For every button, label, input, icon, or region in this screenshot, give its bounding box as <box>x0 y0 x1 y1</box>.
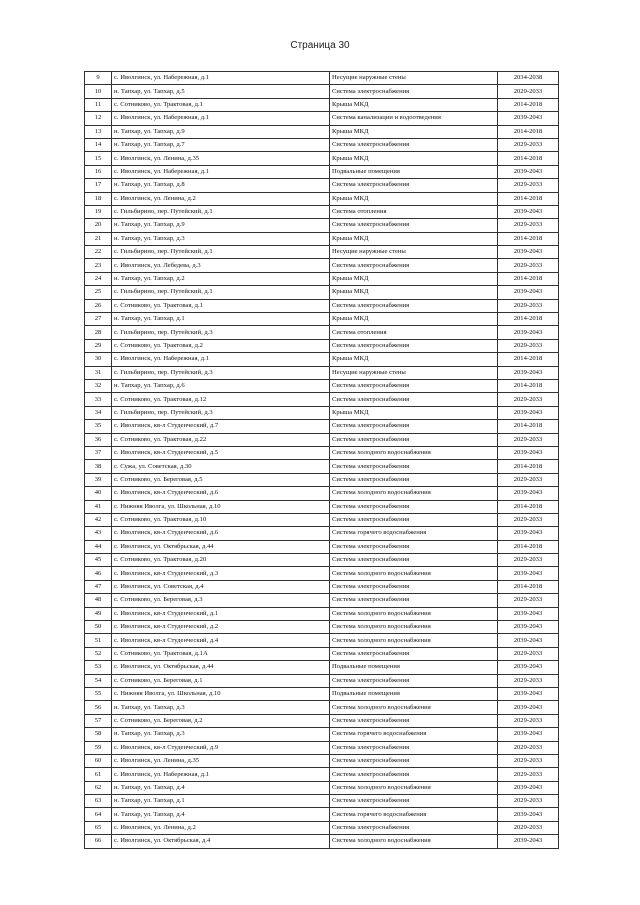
address-cell: с. Иволгинск, кв-л Студенческий, д.1 <box>112 607 330 620</box>
table-row <box>85 567 559 580</box>
period-cell: 2014-2018 <box>498 125 559 138</box>
period-cell: 2029-2033 <box>498 219 559 232</box>
work-type-cell: Система электроснабжения <box>330 433 498 446</box>
work-type-cell: Крыша МКД <box>330 192 498 205</box>
row-number-cell: 24 <box>85 272 112 285</box>
work-type-cell: Система электроснабжения <box>330 85 498 98</box>
table-row <box>85 661 559 674</box>
period-cell: 2039-2043 <box>498 808 559 821</box>
period-cell: 2029-2033 <box>498 795 559 808</box>
period-cell: 2014-2018 <box>498 540 559 553</box>
row-number-cell: 27 <box>85 313 112 326</box>
table-row <box>85 138 559 151</box>
row-number-cell: 20 <box>85 219 112 232</box>
address-cell: с. Гильбирино, пер. Путейский, д.3 <box>112 326 330 339</box>
work-type-cell: Крыша МКД <box>330 313 498 326</box>
period-cell: 2029-2033 <box>498 554 559 567</box>
work-type-cell: Подвальные помещения <box>330 687 498 700</box>
work-type-cell: Система электроснабжения <box>330 138 498 151</box>
period-cell: 2039-2043 <box>498 567 559 580</box>
address-cell: с. Сотниково, ул. Береговая, д.5 <box>112 473 330 486</box>
work-type-cell: Система канализации и водоотведения <box>330 112 498 125</box>
table-row <box>85 594 559 607</box>
table-row <box>85 527 559 540</box>
period-cell: 2039-2043 <box>498 701 559 714</box>
address-cell: с. Иволгинск, ул. Октябрьская, д.44 <box>112 661 330 674</box>
work-type-cell: Система электроснабжения <box>330 768 498 781</box>
work-type-cell: Система холодного водоснабжения <box>330 446 498 459</box>
work-type-cell: Система электроснабжения <box>330 259 498 272</box>
period-cell: 2039-2043 <box>498 527 559 540</box>
row-number-cell: 60 <box>85 754 112 767</box>
row-number-cell: 42 <box>85 513 112 526</box>
table-row <box>85 286 559 299</box>
table-row <box>85 165 559 178</box>
period-cell: 2029-2033 <box>498 259 559 272</box>
row-number-cell: 9 <box>85 72 112 85</box>
period-cell: 2014-2018 <box>498 98 559 111</box>
period-cell: 2039-2043 <box>498 446 559 459</box>
work-type-cell: Крыша МКД <box>330 125 498 138</box>
table-row <box>85 540 559 553</box>
period-cell: 2029-2033 <box>498 754 559 767</box>
table-row <box>85 473 559 486</box>
address-cell: с. Иволгинск, ул. Ленина, д.2 <box>112 192 330 205</box>
work-type-cell: Система холодного водоснабжения <box>330 607 498 620</box>
address-cell: с. Сотниково, ул. Трактовая, д.22 <box>112 433 330 446</box>
table-row <box>85 299 559 312</box>
period-cell: 2014-2018 <box>498 313 559 326</box>
work-type-cell: Система холодного водоснабжения <box>330 487 498 500</box>
period-cell: 2029-2033 <box>498 674 559 687</box>
table-row <box>85 835 559 848</box>
address-cell: н. Тапхар, ул. Тапхар, д.3 <box>112 701 330 714</box>
work-type-cell: Система электроснабжения <box>330 379 498 392</box>
work-type-cell: Система электроснабжения <box>330 179 498 192</box>
work-type-cell: Система электроснабжения <box>330 420 498 433</box>
work-type-cell: Система электроснабжения <box>330 393 498 406</box>
table-row <box>85 754 559 767</box>
address-cell: с. Сотниково, ул. Трактовая, д.2 <box>112 339 330 352</box>
address-cell: с. Иволгинск, кв-л Студенческий, д.2 <box>112 621 330 634</box>
row-number-cell: 48 <box>85 594 112 607</box>
period-cell: 2039-2043 <box>498 835 559 848</box>
address-cell: н. Тапхар, ул. Тапхар, д.1 <box>112 795 330 808</box>
work-type-cell: Система электроснабжения <box>330 219 498 232</box>
table-row <box>85 701 559 714</box>
address-cell: с. Гильбирино, пер. Путейский, д.1 <box>112 246 330 259</box>
row-number-cell: 51 <box>85 634 112 647</box>
address-cell: с. Сотниково, ул. Трактовая, д.12 <box>112 393 330 406</box>
table-row <box>85 125 559 138</box>
address-cell: с. Гильбирино, пер. Путейский, д.3 <box>112 366 330 379</box>
row-number-cell: 40 <box>85 487 112 500</box>
table-row <box>85 179 559 192</box>
work-type-cell: Система холодного водоснабжения <box>330 781 498 794</box>
row-number-cell: 35 <box>85 420 112 433</box>
address-cell: н. Тапхар, ул. Тапхар, д.5 <box>112 85 330 98</box>
work-type-cell: Система электроснабжения <box>330 647 498 660</box>
work-type-cell: Крыша МКД <box>330 272 498 285</box>
address-cell: с. Иволгинск, кв-л Студенческий, д.9 <box>112 741 330 754</box>
row-number-cell: 55 <box>85 687 112 700</box>
address-cell: с. Иволгинск, ул. Набережная, д.1 <box>112 72 330 85</box>
period-cell: 2014-2018 <box>498 232 559 245</box>
period-cell: 2029-2033 <box>498 594 559 607</box>
row-number-cell: 34 <box>85 406 112 419</box>
address-cell: с. Иволгинск, ул. Набережная, д.1 <box>112 165 330 178</box>
table-row <box>85 339 559 352</box>
work-type-cell: Система электроснабжения <box>330 554 498 567</box>
table-row <box>85 741 559 754</box>
period-cell: 2029-2033 <box>498 299 559 312</box>
table-row <box>85 768 559 781</box>
period-cell: 2029-2033 <box>498 179 559 192</box>
work-type-cell: Система электроснабжения <box>330 821 498 834</box>
period-cell: 2029-2033 <box>498 138 559 151</box>
work-type-cell: Крыша МКД <box>330 353 498 366</box>
table-row <box>85 821 559 834</box>
row-number-cell: 22 <box>85 246 112 259</box>
row-number-cell: 28 <box>85 326 112 339</box>
table-row <box>85 647 559 660</box>
row-number-cell: 26 <box>85 299 112 312</box>
period-cell: 2029-2033 <box>498 714 559 727</box>
table-row <box>85 446 559 459</box>
row-number-cell: 38 <box>85 460 112 473</box>
work-type-cell: Система электроснабжения <box>330 580 498 593</box>
work-type-cell: Система электроснабжения <box>330 674 498 687</box>
period-cell: 2029-2033 <box>498 473 559 486</box>
table-row <box>85 728 559 741</box>
work-type-cell: Система электроснабжения <box>330 513 498 526</box>
address-cell: с. Сотниково, ул. Трактовая, д.1А <box>112 647 330 660</box>
work-type-cell: Крыша МКД <box>330 98 498 111</box>
work-type-cell: Система холодного водоснабжения <box>330 567 498 580</box>
address-cell: с. Иволгинск, кв-л Студенческий, д.4 <box>112 634 330 647</box>
address-cell: с. Сотниково, ул. Трактовая, д.10 <box>112 513 330 526</box>
period-cell: 2014-2018 <box>498 272 559 285</box>
period-cell: 2029-2033 <box>498 433 559 446</box>
address-cell: с. Иволгинск, ул. Лебедева, д.3 <box>112 259 330 272</box>
period-cell: 2039-2043 <box>498 781 559 794</box>
table-row <box>85 393 559 406</box>
work-type-cell: Система электроснабжения <box>330 540 498 553</box>
row-number-cell: 13 <box>85 125 112 138</box>
row-number-cell: 19 <box>85 205 112 218</box>
period-cell: 2014-2018 <box>498 420 559 433</box>
row-number-cell: 21 <box>85 232 112 245</box>
row-number-cell: 29 <box>85 339 112 352</box>
period-cell: 2029-2033 <box>498 647 559 660</box>
period-cell: 2014-2018 <box>498 152 559 165</box>
table-row <box>85 607 559 620</box>
address-cell: н. Тапхар, ул. Тапхар, д.3 <box>112 728 330 741</box>
row-number-cell: 54 <box>85 674 112 687</box>
work-type-cell: Система горячего водоснабжения <box>330 527 498 540</box>
address-cell: н. Тапхар, ул. Тапхар, д.7 <box>112 138 330 151</box>
table-row <box>85 808 559 821</box>
address-cell: с. Сотниково, ул. Трактовая, д.1 <box>112 299 330 312</box>
row-number-cell: 41 <box>85 500 112 513</box>
row-number-cell: 36 <box>85 433 112 446</box>
table-row <box>85 460 559 473</box>
table-row <box>85 152 559 165</box>
period-cell: 2029-2033 <box>498 741 559 754</box>
row-number-cell: 66 <box>85 835 112 848</box>
table-row <box>85 634 559 647</box>
period-cell: 2014-2018 <box>498 353 559 366</box>
table-row <box>85 112 559 125</box>
address-cell: с. Иволгинск, кв-л Студенческий, д.3 <box>112 567 330 580</box>
table-row <box>85 219 559 232</box>
table-row <box>85 379 559 392</box>
address-cell: с. Иволгинск, ул. Ленина, д.35 <box>112 152 330 165</box>
period-cell: 2014-2018 <box>498 460 559 473</box>
table-row <box>85 85 559 98</box>
work-type-cell: Система электроснабжения <box>330 795 498 808</box>
period-cell: 2029-2033 <box>498 821 559 834</box>
period-cell: 2039-2043 <box>498 366 559 379</box>
row-number-cell: 47 <box>85 580 112 593</box>
row-number-cell: 10 <box>85 85 112 98</box>
address-cell: с. Сотниково, ул. Береговая, д.2 <box>112 714 330 727</box>
table-row <box>85 487 559 500</box>
period-cell: 2029-2033 <box>498 513 559 526</box>
work-type-cell: Система отопления <box>330 326 498 339</box>
row-number-cell: 39 <box>85 473 112 486</box>
row-number-cell: 12 <box>85 112 112 125</box>
table-row <box>85 366 559 379</box>
address-cell: н. Тапхар, ул. Тапхар, д.1 <box>112 313 330 326</box>
period-cell: 2039-2043 <box>498 634 559 647</box>
address-cell: н. Тапхар, ул. Тапхар, д.4 <box>112 808 330 821</box>
table-row <box>85 554 559 567</box>
work-type-cell: Система электроснабжения <box>330 473 498 486</box>
work-type-cell: Система электроснабжения <box>330 500 498 513</box>
row-number-cell: 64 <box>85 808 112 821</box>
period-cell: 2014-2018 <box>498 580 559 593</box>
work-type-cell: Система холодного водоснабжения <box>330 835 498 848</box>
table-row <box>85 500 559 513</box>
table-row <box>85 272 559 285</box>
work-type-cell: Система холодного водоснабжения <box>330 634 498 647</box>
period-cell: 2039-2043 <box>498 165 559 178</box>
address-cell: с. Иволгинск, ул. Набережная, д.1 <box>112 353 330 366</box>
address-cell: н. Тапхар, ул. Тапхар, д.2 <box>112 272 330 285</box>
period-cell: 2029-2033 <box>498 393 559 406</box>
address-cell: с. Сужа, ул. Советская, д.30 <box>112 460 330 473</box>
address-cell: н. Тапхар, ул. Тапхар, д.8 <box>112 179 330 192</box>
row-number-cell: 50 <box>85 621 112 634</box>
address-cell: н. Тапхар, ул. Тапхар, д.9 <box>112 125 330 138</box>
table-row <box>85 513 559 526</box>
address-cell: с. Сотниково, ул. Трактовая, д.20 <box>112 554 330 567</box>
work-type-cell: Крыша МКД <box>330 286 498 299</box>
table-row <box>85 232 559 245</box>
row-number-cell: 46 <box>85 567 112 580</box>
period-cell: 2014-2018 <box>498 192 559 205</box>
period-cell: 2034-2038 <box>498 72 559 85</box>
work-type-cell: Система электроснабжения <box>330 741 498 754</box>
period-cell: 2014-2018 <box>498 379 559 392</box>
row-number-cell: 63 <box>85 795 112 808</box>
period-cell: 2039-2043 <box>498 326 559 339</box>
table-row <box>85 433 559 446</box>
period-cell: 2039-2043 <box>498 112 559 125</box>
address-cell: с. Иволгинск, кв-л Студенческий, д.7 <box>112 420 330 433</box>
address-cell: с. Иволгинск, кв-л Студенческий, д.6 <box>112 527 330 540</box>
table-row <box>85 246 559 259</box>
table-row <box>85 580 559 593</box>
period-cell: 2029-2033 <box>498 85 559 98</box>
period-cell: 2029-2033 <box>498 339 559 352</box>
row-number-cell: 45 <box>85 554 112 567</box>
address-cell: с. Гильбирино, пер. Путейский, д.3 <box>112 406 330 419</box>
table-row <box>85 795 559 808</box>
register-table-body <box>85 72 559 849</box>
address-cell: с. Иволгинск, ул. Октябрьская, д.44 <box>112 540 330 553</box>
row-number-cell: 61 <box>85 768 112 781</box>
address-cell: с. Нижняя Иволга, ул. Школьная, д.10 <box>112 500 330 513</box>
table-row <box>85 406 559 419</box>
row-number-cell: 23 <box>85 259 112 272</box>
period-cell: 2039-2043 <box>498 487 559 500</box>
row-number-cell: 62 <box>85 781 112 794</box>
work-type-cell: Крыша МКД <box>330 232 498 245</box>
work-type-cell: Система отопления <box>330 205 498 218</box>
address-cell: с. Сотниково, ул. Береговая, д.3 <box>112 594 330 607</box>
row-number-cell: 33 <box>85 393 112 406</box>
period-cell: 2039-2043 <box>498 728 559 741</box>
row-number-cell: 30 <box>85 353 112 366</box>
table-row <box>85 687 559 700</box>
table-row <box>85 205 559 218</box>
row-number-cell: 53 <box>85 661 112 674</box>
work-type-cell: Несущие наружные стены <box>330 366 498 379</box>
work-type-cell: Система холодного водоснабжения <box>330 621 498 634</box>
work-type-cell: Система электроснабжения <box>330 339 498 352</box>
period-cell: 2039-2043 <box>498 246 559 259</box>
row-number-cell: 65 <box>85 821 112 834</box>
address-cell: с. Нижняя Иволга, ул. Школьная, д.10 <box>112 687 330 700</box>
register-table <box>84 71 559 849</box>
address-cell: с. Сотниково, ул. Береговая, д.1 <box>112 674 330 687</box>
address-cell: н. Тапхар, ул. Тапхар, д.6 <box>112 379 330 392</box>
row-number-cell: 31 <box>85 366 112 379</box>
period-cell: 2014-2018 <box>498 500 559 513</box>
address-cell: с. Иволгинск, ул. Набережная, д.1 <box>112 112 330 125</box>
period-cell: 2029-2033 <box>498 768 559 781</box>
work-type-cell: Подвальные помещения <box>330 661 498 674</box>
table-row <box>85 420 559 433</box>
row-number-cell: 43 <box>85 527 112 540</box>
row-number-cell: 15 <box>85 152 112 165</box>
table-row <box>85 714 559 727</box>
work-type-cell: Система электроснабжения <box>330 754 498 767</box>
row-number-cell: 16 <box>85 165 112 178</box>
work-type-cell: Подвальные помещения <box>330 165 498 178</box>
address-cell: н. Тапхар, ул. Тапхар, д.9 <box>112 219 330 232</box>
row-number-cell: 37 <box>85 446 112 459</box>
address-cell: с. Иволгинск, ул. Ленина, д.35 <box>112 754 330 767</box>
address-cell: с. Иволгинск, ул. Ленина, д.2 <box>112 821 330 834</box>
row-number-cell: 25 <box>85 286 112 299</box>
address-cell: с. Иволгинск, ул. Октябрьская, д.4 <box>112 835 330 848</box>
work-type-cell: Система холодного водоснабжения <box>330 701 498 714</box>
address-cell: с. Иволгинск, кв-л Студенческий, д.6 <box>112 487 330 500</box>
row-number-cell: 11 <box>85 98 112 111</box>
address-cell: с. Иволгинск, кв-л Студенческий, д.5 <box>112 446 330 459</box>
address-cell: с. Сотниково, ул. Трактовая, д.1 <box>112 98 330 111</box>
row-number-cell: 56 <box>85 701 112 714</box>
period-cell: 2039-2043 <box>498 661 559 674</box>
work-type-cell: Крыша МКД <box>330 406 498 419</box>
row-number-cell: 14 <box>85 138 112 151</box>
page-header: Страница 30 <box>290 40 350 51</box>
period-cell: 2039-2043 <box>498 286 559 299</box>
work-type-cell: Система электроснабжения <box>330 714 498 727</box>
work-type-cell: Несущие наружные стены <box>330 246 498 259</box>
period-cell: 2039-2043 <box>498 406 559 419</box>
table-row <box>85 192 559 205</box>
row-number-cell: 44 <box>85 540 112 553</box>
table-row <box>85 353 559 366</box>
row-number-cell: 59 <box>85 741 112 754</box>
address-cell: н. Тапхар, ул. Тапхар, д.3 <box>112 232 330 245</box>
work-type-cell: Система электроснабжения <box>330 594 498 607</box>
row-number-cell: 57 <box>85 714 112 727</box>
table-row <box>85 781 559 794</box>
row-number-cell: 17 <box>85 179 112 192</box>
work-type-cell: Несущие наружные стены <box>330 72 498 85</box>
work-type-cell: Крыша МКД <box>330 152 498 165</box>
work-type-cell: Система горячего водоснабжения <box>330 728 498 741</box>
work-type-cell: Система горячего водоснабжения <box>330 808 498 821</box>
work-type-cell: Система электроснабжения <box>330 299 498 312</box>
table-row <box>85 98 559 111</box>
address-cell: с. Иволгинск, ул. Набережная, д.1 <box>112 768 330 781</box>
table-row <box>85 72 559 85</box>
table-row <box>85 313 559 326</box>
table-row <box>85 326 559 339</box>
work-type-cell: Система электроснабжения <box>330 460 498 473</box>
address-cell: н. Тапхар, ул. Тапхар, д.4 <box>112 781 330 794</box>
period-cell: 2039-2043 <box>498 205 559 218</box>
row-number-cell: 32 <box>85 379 112 392</box>
table-row <box>85 621 559 634</box>
period-cell: 2039-2043 <box>498 607 559 620</box>
address-cell: с. Гильбирино, пер. Путейский, д.1 <box>112 205 330 218</box>
table-row <box>85 259 559 272</box>
row-number-cell: 18 <box>85 192 112 205</box>
period-cell: 2039-2043 <box>498 621 559 634</box>
address-cell: с. Гильбирино, пер. Путейский, д.1 <box>112 286 330 299</box>
row-number-cell: 49 <box>85 607 112 620</box>
address-cell: с. Иволгинск, ул. Советская, д.4 <box>112 580 330 593</box>
row-number-cell: 52 <box>85 647 112 660</box>
period-cell: 2039-2043 <box>498 687 559 700</box>
row-number-cell: 58 <box>85 728 112 741</box>
table-row <box>85 674 559 687</box>
